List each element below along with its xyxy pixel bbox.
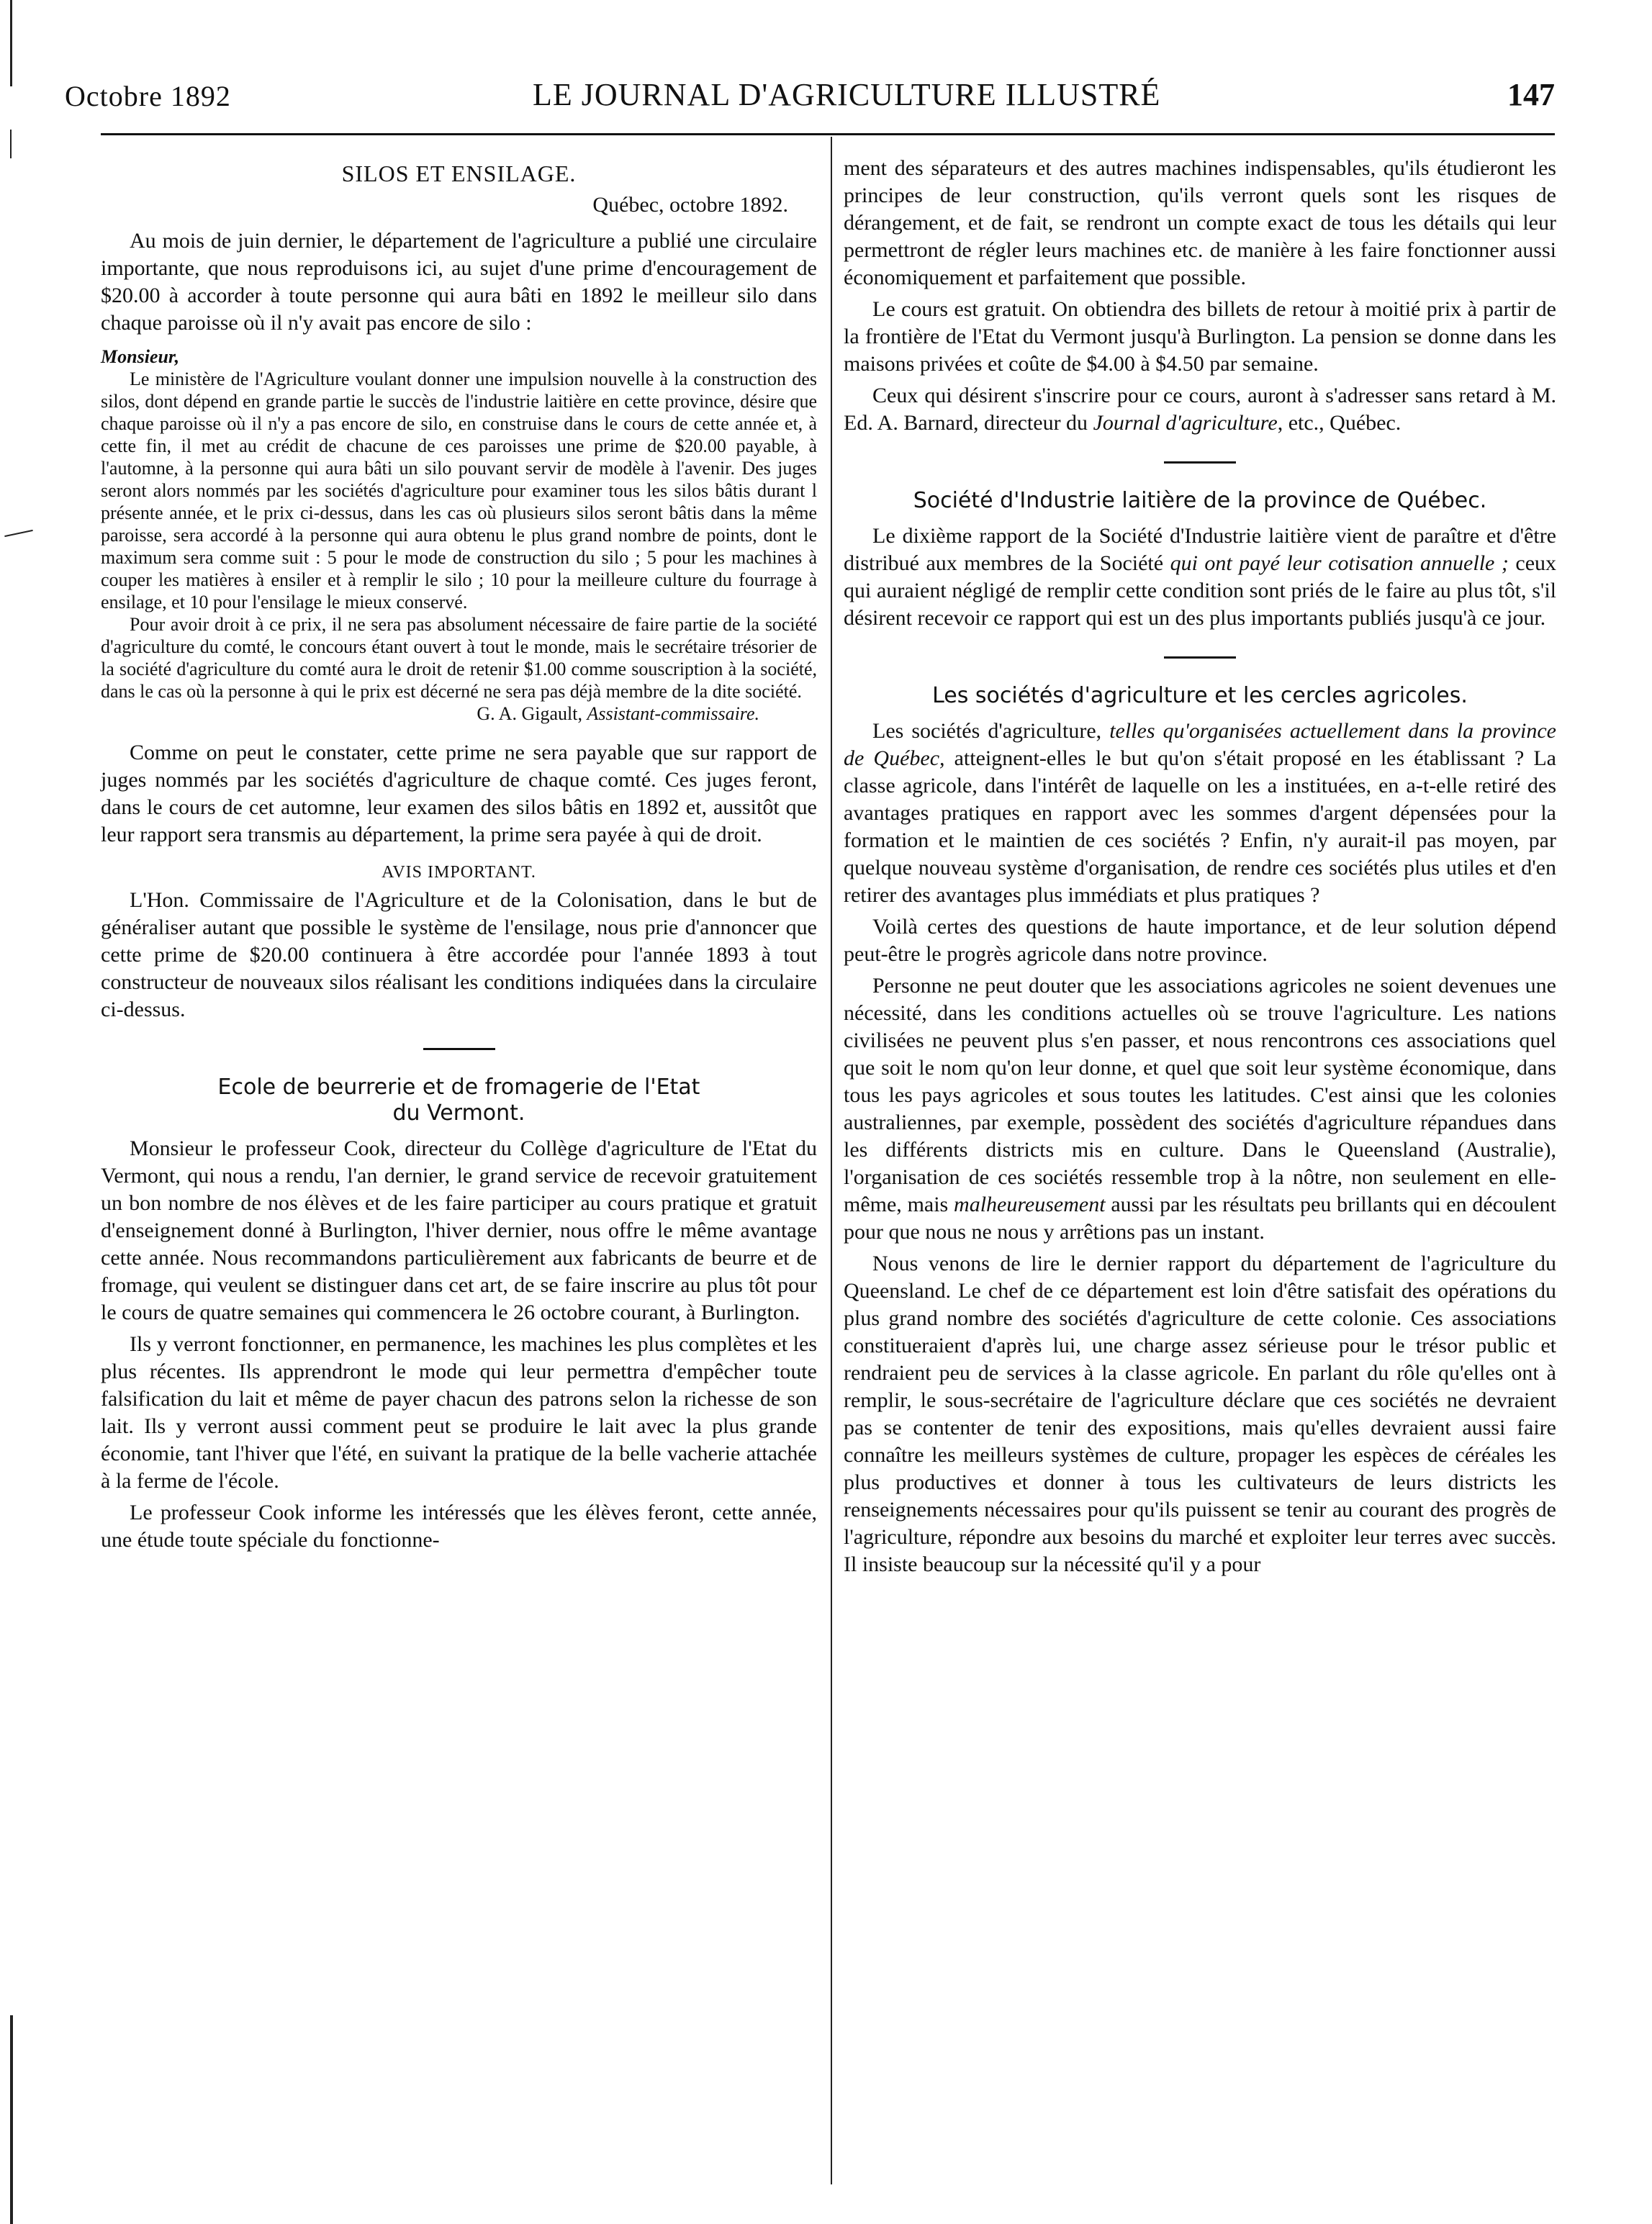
signature-name: G. A. Gigault, [477, 703, 582, 724]
text-run: Personne ne peut douter que les associations agricoles ne soient devenues une nécessité, dans les conditions actuelles où se trouve l'agriculture. Les nations civilisées ne peuvent plus s'en passer, et nous rencontrons ces associations quel que soit le nom qu'on leur donne, et quel que soit leur système économique, dans tous les pays agricoles et sous toutes les latitudes. C'est ainsi que les colonies australiennes, par exemple, possèdent des sociétés d'agriculture répandues dans les différents districts mis en culture. Dans le Queensland (Australie), l'organisation de ces sociétés ressemble trop à la nôtre, non seulement en elle-même, mais [844, 974, 1556, 1216]
paragraph: Monsieur le professeur Cook, directeur du Collège d'agriculture de l'Etat du Vermont, qui nous a rendu, l'an dernier, le grand service de recevoir gratuitement un bon nombre de nos élèves et de les faire participer au cours pratique et gratuit d'enseignement donné à Burlington, l'hiver dernier, nous offre le même avantage cette année. Nous recommandons particulièrement aux fabricants de beurre et de fromage, qui veulent se distinguer dans cet art, de se faire inscrire au plus tôt pour le cours de quatre semaines qui commencera le 26 octobre courant, à Burlington. [101, 1136, 817, 1324]
text-run: atteignent-elles le but qu'on s'était proposé en les établissant ? La classe agricole, dans l'intérêt de laquelle on les a instituées, en a-t-elle retiré des avantages pratiques en rapport avec les sommes d'argent dépensées pour la formation et le maintien de ces sociétés ? Enfin, n'y aurait-il pas moyen, par quelque nouveau système d'organisation, de rendre ces sociétés plus utiles et d'en retirer des avantages plus immédiats et plus pratiques ? [844, 746, 1557, 907]
paragraph: Le cours est gratuit. On obtiendra des billets de retour à moitié prix à partir de la frontière de l'Etat du Vermont jusqu'à Burlington. La pension se donne dans les maisons privées et coûte de $4.00 à $4.50 par semaine. [844, 297, 1556, 376]
paragraph: Voilà certes des questions de haute importance, et de leur solution dépend peut-être le progrès agricole dans notre province. [844, 915, 1556, 966]
text-run: Le dixième rapport de la Société d'Industrie laitière vient de paraître et d'être distribué aux membres de la Société [844, 524, 1556, 575]
paragraph: Le professeur Cook informe les intéressés que les élèves feront, cette année, une étude toute spéciale du fonctionne- [101, 1501, 817, 1552]
paragraph: Au mois de juin dernier, le département de l'agriculture a publié une circulaire importante, que nous reproduisons ici, au sujet d'une prime d'encouragement de $20.00 à accorder à toute personne qui aura bâti en 1892 le meilleur silo dans chaque paroisse où il n'y avait pas encore de silo : [101, 229, 817, 335]
right-column [844, 155, 1556, 1578]
section-separator [1164, 461, 1236, 464]
column-divider [831, 137, 832, 2184]
article-title: Les sociétés d'agriculture et les cercles agricoles. [932, 683, 1468, 708]
circular-paragraph: Pour avoir droit à ce prix, il ne sera pas absolument nécessaire de faire partie de la société d'agriculture du comté, le concours étant ouvert à tout le monde, mais le secrétaire trésorier de la société d'agriculture du comté aura le droit de retenir $1.00 comme souscription à la société, dans le cas où la personne à qui le prix est décerné ne sera pas déjà membre de la dite société. [101, 614, 817, 702]
paragraph: ment des séparateurs et des autres machines indispensables, qu'ils étudieront les principes de leur construction, qu'ils verront quels sont les risques de dérangement, et de fait, se rendront un compte exact de tous les détails qui leur permettront de régler leurs machines etc. de manière à les faire fonctionner aussi économiquement et parfaitement que possible. [844, 156, 1556, 289]
text-run: Les sociétés d'agriculture, [872, 719, 1102, 743]
paragraph [844, 718, 1556, 909]
paragraph [844, 972, 1556, 1246]
signature [101, 702, 817, 725]
page-header [58, 72, 1555, 115]
article-title: Société d'Industrie laitière de la province de Québec. [913, 488, 1487, 513]
section-separator [1164, 656, 1236, 659]
italic-run: Journal d'agriculture [1093, 411, 1278, 435]
paragraph: L'Hon. Commissaire de l'Agriculture et de la Colonisation, dans le but de généraliser autant que possible le système de l'ensilage, nous prie d'annoncer que cette prime de $20.00 continuera à être accordée pour l'année 1893 à tout constructeur de nouveaux silos réalisant les conditions indiquées dans la circulaire ci-dessus. [101, 888, 817, 1021]
header-rule [101, 133, 1555, 135]
dateline: Québec, octobre 1892. [592, 193, 788, 217]
article-title-line: du Vermont. [392, 1100, 525, 1126]
notice-title: AVIS IMPORTANT. [382, 863, 536, 882]
section-separator [423, 1048, 495, 1050]
salutation: Monsieur, [101, 346, 180, 367]
paragraph [844, 382, 1556, 437]
italic-run: malheureusement [954, 1193, 1106, 1216]
italic-run: telles qu'organisées actuellement dans la province de Québec, [844, 719, 1556, 770]
italic-run: qui ont payé leur cotisation annuelle ; [1170, 551, 1509, 575]
text-run: aussi par les résultats peu brillants qui en découlent pour que nous ne nous y arrêtions pas un instant. [844, 1193, 1557, 1244]
paragraph: Ils y verront fonctionner, en permanence, les machines les plus complètes et les plus récentes. Ils apprendront le mode qui leur permettra d'empêcher toute falsification du lait et même de payer chacun des patrons selon la richesse de son lait. Ils y verront aussi comment peut se produire le lait avec la plus grande économie, tant l'hiver que l'été, en suivant la pratique de la belle vacherie attachée à la ferme de l'école. [101, 1332, 817, 1493]
article-title-line: Ecole de beurrerie et de fromagerie de l'Etat [217, 1075, 700, 1100]
paragraph: Nous venons de lire le dernier rapport du département de l'agriculture du Queensland. Le chef de ce département est loin d'être satisfait des opérations du plus grand nombre des sociétés d'agriculture de cette colonie. Ces associations constitueraient d'après lui, une charge assez sérieuse pour le trésor public et rendraient peu de services à la classe agricole. En parlant du rôle qu'elles ont à remplir, le sous-secrétaire de l'agriculture déclare que ces sociétés ne devraient pas se contenter de tenir des expositions, mais qu'elles devraient aussi faire connaître les meilleurs systèmes de culture, propager les espèces de céréales les plus productives et donner à tous les cultivateurs de leurs districts les renseignements nécessaires pour qu'ils puissent se tenir au courant des progrès de l'agriculture, répondre aux besoins du marché et exploiter leur terres avec succès. Il insiste beaucoup sur la nécessité qu'il y a pour [844, 1252, 1556, 1576]
article-ecole-continued [844, 155, 1556, 437]
margin-scan-marks [0, 0, 43, 2224]
text-run: Ceux qui désirent s'inscrire pour ce cours, auront à s'adresser sans retard à M. Ed. A. Barnard, directeur du [844, 384, 1556, 435]
article-societe-laitiere [844, 488, 1556, 632]
circular-paragraph: Le ministère de l'Agriculture voulant donner une impulsion nouvelle à la construction des silos, dont dépend en grande partie le succès de l'industrie laitière en cette province, désire que chaque paroisse où il n'y a pas encore de silo, en construise dans le cours de cette année et, à cette fin, il met au crédit de chacune de ces paroisses une prime de $20.00 payable, à l'automne, à la personne qui aura bâti un silo pouvant servir de modèle à l'avenir. Des juges seront alors nommés par les sociétés d'agriculture pour examiner tous les silos bâtis durant l présente année, et le prix ci-dessus, dans les cas où plusieurs silos seront bâtis dans la même paroisse, sera accordé à la personne qui aura obtenu le plus grand nombre de points, dont le maximum sera comme suit : 5 pour le mode de construction du silo ; 5 pour les machines à couper les matières à ensiler et à remplir le silo ; 10 pour la meilleure culture du fourrage à ensilage, et 10 pour l'ensilage le mieux conservé. [101, 369, 817, 612]
text-run: , etc., Québec. [1277, 411, 1402, 435]
journal-title: LE JOURNAL D'AGRICULTURE ILLUSTRÉ [533, 77, 1161, 112]
paragraph: Comme on peut le constater, cette prime ne sera payable que sur rapport de juges nommés par les sociétés d'agriculture de chaque comté. Ces juges feront, dans le cours de cet automne, leur examen des silos bâtis en 1892 et, aussitôt que leur rapport sera transmis au département, la prime sera payée à qui de droit. [101, 741, 817, 846]
article-title: SILOS ET ENSILAGE. [341, 161, 577, 186]
article-silos [101, 161, 817, 1023]
left-column [101, 155, 817, 1554]
article-societes-agriculture [844, 683, 1556, 1578]
article-ecole-vermont [101, 1075, 817, 1554]
header-date: Octobre 1892 [65, 80, 231, 112]
paragraph [844, 523, 1556, 632]
page-number: 147 [1507, 77, 1555, 112]
text-run: ceux qui auraient négligé de remplir cette condition sont priés de le faire au plus tôt, s'il désirent recevoir ce rapport qui est un des plus importants publiés jusqu'à ce jour. [844, 551, 1557, 630]
signature-title: Assistant-commissaire. [587, 703, 759, 724]
